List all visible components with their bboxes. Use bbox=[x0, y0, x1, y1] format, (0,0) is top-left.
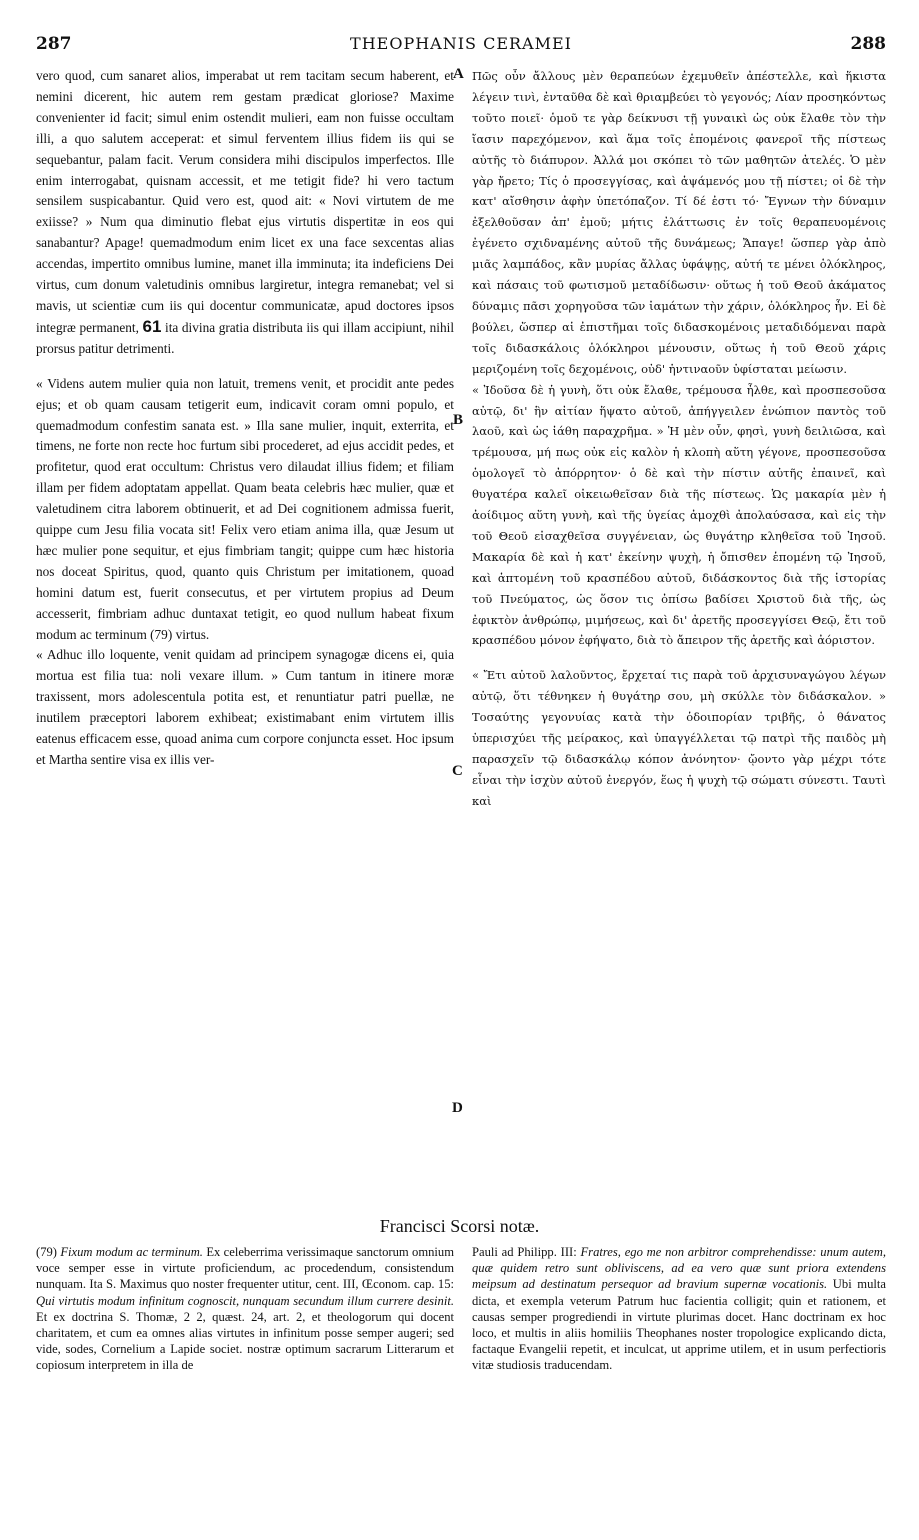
note-quote: Qui virtutis modum infinitum cognoscit, nunquam secundum illum currere desinit. bbox=[36, 1293, 454, 1308]
greek-paragraph-2: « Ἰδοῦσα δὲ ἡ γυνὴ, ὅτι οὐκ ἔλαθε, τρέμουσα ἦλθε, καὶ προσπεσοῦσα αὐτῷ, δι' ἣν αἰτίαν ἥψατο αὐτοῦ, ἀπήγγειλεν ἐνώπιον παντὸς τοῦ λαοῦ, καὶ ὡς ἰάθη παραχρῆμα. » Ἡ μὲν οὖν, φησὶ, γυνὴ δειλιῶσα, καὶ τρέμουσα, μή πως οὐκ εἰς καλὸν ἡ κλοπὴ αὕτη γέγονε, προσπεσοῦσα ὁμολογεῖ τὸ ἀπόρρητον· ὁ δὲ καὶ τὴν πίστιν αὐτῆς ἐπαινεῖ, καὶ θυγατέρα καλεῖ οἰκειωθεῖσαν διὰ τῆς πίστεως. Ὡς μακαρία μὲν ἡ ἀοίδιμος αὕτη γυνὴ, καὶ τῆς ὑγείας ἀμοχθὶ ἀπολαύσασα, καὶ εἰς τὴν τοῦ Θεοῦ εἰσαχθεῖσα συγγένειαν, ὡς θυγάτηρ κληθεῖσα τοῦ Ἰησοῦ. Μακαρία δὲ καὶ ἡ κατ' ἐκείνην ψυχὴ, ἡ ὄπισθεν ἑπομένη τῷ Ἰησοῦ, καὶ ἁπτομένη τοῦ κρασπέδου αὐτοῦ, διδάσκοντος διὰ τῆς ἱστορίας τοῦ Πνεύματος, ὡς ὅσον τις ὀπίσω βαδίσει Χριστοῦ διὰ τῆς, ὡς ἐφικτὸν ἀνθρώπῳ, μιμήσεως, καὶ δι' ἀρετῆς προσεγγίσει Θεῷ, ἔτι τοῦ κρασπέδου μόνον ἐφήψατο, διὰ τὸ ἄπειρον τῆς ἀρετῆς καὶ ἀόριστον. bbox=[472, 382, 886, 648]
greek-paragraph-1: Πῶς οὖν ἄλλους μὲν θεραπεύων ἐχεμυθεῖν ἀπέστελλε, καὶ ἥκιστα λέγειν τινὶ, ἐνταῦθα δὲ καὶ θριαμβεύει τὸ γεγονός; Λίαν προσηκόντως τοῦτο ποιεῖ· ὁμοῦ τε γὰρ δείκνυσι τῇ γυναικὶ ὡς οὐκ ἔλαθε τὸν τὴν ἴασιν παρεχόμενον, καὶ ἅμα τοῖς ἑπομένοις φανεροῖ τῆς πίστεως αὐτῆς τὸ διάπυρον. Ἀλλά μοι σκόπει τὸ τῶν μαθητῶν ἀτελές. Ὁ μὲν γὰρ ἤρετο; Τίς ὁ προσεγγίσας, καὶ ἁψάμενός μου τῇ πίστει; οἱ δὲ τὴν κατ' αἴσθησιν ἀφὴν ὑπετόπαζον. Τί δέ ἐστι τό· Ἔγνων τὴν δύναμιν ἐξελθοῦσαν ἀπ' ἐμοῦ; μήτις ἐλάττωσις ἐν τοῖς θεραπευομένοις ἐγένετο σχιδναμένης αὐτοῦ τῆς δυνάμεως; Ἄπαγε! ὥσπερ γὰρ ἀπὸ μιᾶς λαμπάδος, κἂν μυρίας ἄλλας ὑφάψῃς, αὐτή τε μένει ὁλόκληρος, καὶ πάσαις τοῦ φωτισμοῦ μεταδίδωσιν· οὕτως ἡ τοῦ Θεοῦ ἀκάματος δύναμις πᾶσι χορηγοῦσα τῶν ἰαμάτων τὴν χάριν, ὁλόκληρος ἦν. Εἰ δὲ βούλει, ὥσπερ αἱ ἐπιστῆμαι τοῖς διδασκομένοις μεταδιδόμεναι παρὰ τοῖς διδασκάλοις ὁλόκληροι μένουσιν, οὕτως ἡ τοῦ Θεοῦ χάρις μεριζομένη τοῖς δεχομένοις, οὐδ' ἡντιναοῦν ὑφίσταται μείωσιν. bbox=[472, 69, 886, 376]
notes-left-column bbox=[36, 1244, 454, 1374]
latin-paragraph-3: « Adhuc illo loquente, venit quidam ad principem synagogæ dicens ei, quia mortua est filia tua: noli vexare illum. » Cum tantum in itinere moræ traxissent, mors adolescentula potita est, et renuntiatur patri puellæ, ne inutilem præceptori laborem exhibeat; existimabant enim virtutem illis eatenus efficacem esse, quoad anima cum corpore conjuncta esset. Hoc ipsum et Martha sentire visa ex illis ver- bbox=[36, 647, 454, 767]
section-marker-c: C bbox=[452, 763, 463, 779]
running-title: THEOPHANIS CERAMEI bbox=[350, 34, 572, 53]
notes-right-column bbox=[472, 1244, 886, 1374]
latin-paragraph-1-text: vero quod, cum sanaret alios, imperabat ut rem tacitam secum haberent, et nemini dicerent, hic autem rem gestam prædicat gloriose? Maxime convenienter id facit; simul enim ostendit mulieri, eam non fuisse occultam illi, a quo salutem acceperat: et simul ferventem illius fidem iis qui se sequebantur, palam facit. Verum considera mihi discipulos imperfectos. Ille enim interrogabat, quisnam accessit, et me tetigit fide? hi vero tactum sensilem suspicabantur. Quid vero est, quod ait: « Novi virtutem de me exiisse? » Num qua diminutio flebat ejus virtutis dispertitæ in eos qui sanabantur? Apage! quemadmodum enim licet ex una face sexcentas alias accendas, impertito omnibus lumine, manet illa imminuta; ita indeficiens Dei virtus, cum donum valetudinis omnibus largiretur, integra remanebat; vel si mavis, ut scientiæ cum iis qui docentur communicatæ, apud doctores ipsos integræ permanent, bbox=[36, 68, 454, 335]
page-number-right: 288 bbox=[850, 34, 886, 54]
paragraph-gap bbox=[36, 360, 454, 374]
note-commentary: Ubi multa dicta, et exempla veterum Patrum huc facientia colligit; quin et rationem, et causas semper progrediendi in virtute plurimas docet. Hanc doctrinam ex hoc loco, et multis in aliis homiliis Theophanes noster tropologice explicando dicta, factaque Evangelii repetit, et inculcat, ut apprime utilem, et in usum perfectioris vitæ studiosis traducendam. bbox=[472, 1277, 886, 1373]
running-header bbox=[36, 34, 886, 58]
latin-column bbox=[36, 66, 454, 771]
section-marker-a: A bbox=[453, 66, 464, 82]
greek-paragraph-3: « Ἔτι αὐτοῦ λαλοῦντος, ἔρχεταί τις παρὰ τοῦ ἀρχισυναγώγου λέγων αὐτῷ, ὅτι τέθνηκεν ἡ θυγάτηρ σου, μὴ σκύλλε τὸν διδάσκαλον. » Τοσαύτης γεγονυίας κατὰ τὴν ὁδοιπορίαν τριβῆς, ὁ θάνατος ὑπερισχύει τῆς μείρακος, καὶ ὑπαγγέλλεται τῷ πατρὶ τῆς παιδὸς μὴ παρασχεῖν τῷ διδασκάλῳ κόπον ἀνόνητον· ᾤοντο γὰρ μέχρι τότε εἶναι τὴν ἰσχὺν αὐτοῦ ἐνεργόν, ἕως ἡ ψυχὴ τῷ σώματι σύνεστι. Ταυτὶ καὶ bbox=[472, 668, 886, 808]
greek-column bbox=[472, 66, 886, 812]
page-number-left: 287 bbox=[36, 34, 72, 54]
section-marker-d: D bbox=[452, 1100, 463, 1116]
note-text: Ex celeberrima verissimaque sanctorum omnium voce semper esse in virtute proficiendum, ac procedendum, consistendum nunquam. Ita S. Maximus quo noster frequenter utitur, cent. III, Œconom. cap. 15: bbox=[36, 1245, 455, 1292]
note-reference: Pauli ad Philipp. III: bbox=[472, 1245, 577, 1259]
column-marker-61: 61 bbox=[142, 316, 162, 336]
note-text-continued: Et ex doctrina S. Thomæ, 2 2, quæst. 24, art. 2, et theologorum qui docent charitatem, et cum ea omnes alias virtutes in infinitum posse semper augeri; sed vide, sodes, Cornelium a Lapide societ. nostræ optimum sacrarum Litterarum et copiosum interpretem in illa de bbox=[36, 1309, 454, 1373]
note-number: (79) bbox=[36, 1245, 57, 1259]
paragraph-gap bbox=[472, 651, 886, 665]
latin-paragraph-2: « Videns autem mulier quia non latuit, tremens venit, et procidit ante pedes ejus; et ob quam causam tetigerit eum, indicavit coram omni populo, et quemadmodum confestim sanata est. » Illa sane mulier, inquit, exterrita, et timens, ne forte non recte hoc furtum sibi procederet, ad ejus accidit pedes, et profitetur, quod erat occultum: Christus vero dilaudat illius fidem; et filiam illam per fidem adoptatam appellat. Quam beata celebris hæc mulier, quæ et valetudinem citra laborem obtinuerit, et ad Dei cognitionem admissa fuerit, quippe cum Jesu filia vocata sit! Felix vero etiam anima illa, quæ Jesum ut hæc mulier pone sequitur, et ejus fimbriam tangit; quippe cum hæc historia nos doceat Spiritus, quod, quanto quis Christum per imitationem, quoad homini datum est, fuerit consecutus, et per virtutem propius ad Deum accesserit, fimbriam adhuc duntaxat tetigit, eo quod nullum habeat fixum modum ac terminum (79) virtus. bbox=[36, 375, 454, 642]
notes-heading: Francisci Scorsi notæ. bbox=[379, 1216, 540, 1236]
section-marker-b: B bbox=[453, 412, 464, 428]
note-lemma: Fixum modum ac terminum. bbox=[60, 1245, 203, 1259]
latin-paragraph-1 bbox=[36, 66, 454, 360]
latin-paragraph-1-end: ita divina gratia distributa iis qui illam accipiunt, nihil prorsus patitur detrimenti. bbox=[36, 319, 455, 356]
note-scripture-quote: Fratres, ego me non arbitror comprehendisse: unum autem, quæ quidem retro sunt obliviscens, ad ea vero quæ sunt priora extendens meipsum ad destinatum persequor ad bravium supernæ vocationis. bbox=[472, 1245, 886, 1292]
